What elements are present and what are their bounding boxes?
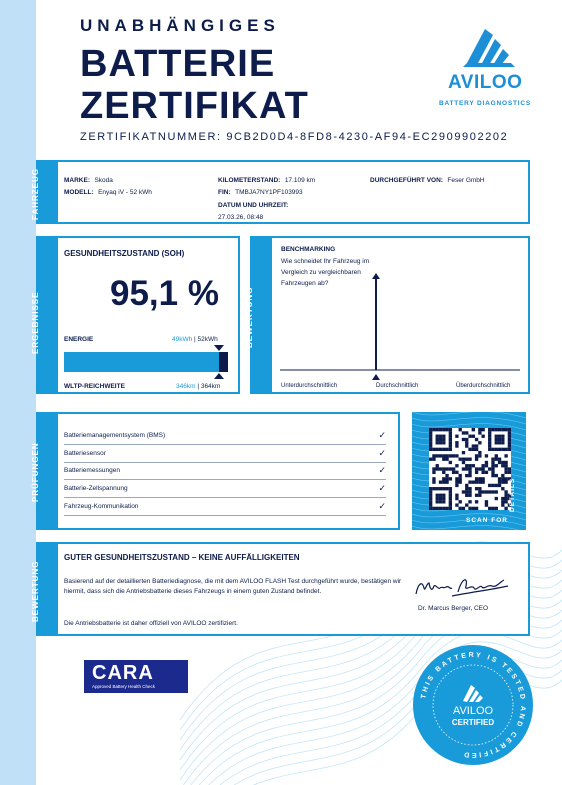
check-item [64, 498, 386, 516]
checkmark-icon: ✓ [378, 430, 386, 440]
benchmark-section-label: BEWERTUNG [245, 286, 254, 348]
qr-scan-label: SCAN FOR [466, 517, 508, 524]
soh-value: 95,1 % [110, 274, 219, 313]
cara-badge [84, 660, 188, 693]
energy-values [172, 336, 218, 343]
range-values [176, 383, 220, 390]
check-item-label: Batteriemessungen [64, 467, 121, 474]
energy-bar-fill [64, 352, 219, 372]
energy-value: 49kWh [172, 336, 193, 343]
qr-code-icon[interactable] [429, 428, 511, 510]
vehicle-section-label: FAHRZEUG [31, 168, 40, 220]
brand-name: AVILOO [448, 72, 523, 93]
benchmark-marker-bottom-icon [372, 374, 380, 380]
performed-by-value: Feser GmbH [447, 177, 485, 184]
seal-brand: AVILOO [452, 705, 494, 717]
benchmark-title: BENCHMARKING [281, 246, 336, 253]
energy-max: | 52kWh [194, 336, 218, 343]
energy-marker-top-icon [214, 345, 224, 351]
header-title-line2: ZERTIFIKAT [80, 85, 309, 127]
model-label: MODELL: [64, 189, 94, 196]
cara-subtitle: Approved Battery Health Check [92, 684, 156, 689]
certificate-number: ZERTIFIKATNUMMER: 9CB2D0D4-8FD8-4230-AF94-EC2909902202 [80, 131, 509, 143]
check-item-label: Fahrzeug-Kommunikation [64, 503, 139, 510]
mileage-label: KILOMETERSTAND: [218, 177, 281, 184]
check-item [64, 445, 386, 463]
benchmark-side-bar [245, 236, 270, 394]
date-value: 27.03.26, 08:48 [218, 214, 264, 221]
check-item-label: Batteriesensor [64, 450, 106, 457]
vin-label: FIN: [218, 189, 231, 196]
benchmark-axis-mid: Durchschnittlich [376, 383, 419, 389]
signer-name: Dr. Marcus Berger, CEO [418, 605, 489, 612]
left-stripe [0, 0, 36, 785]
make-label: MARKE: [64, 177, 90, 184]
check-item-label: Batterie-Zellspannung [64, 485, 128, 492]
evaluation-certified-text: Die Antriebsbatterie ist daher offiziell von AVILOO zertifiziert. [64, 620, 238, 627]
benchmark-axis-high: Überdurchschnittlich [456, 383, 511, 389]
check-item-label: Batteriemanagementsystem (BMS) [64, 432, 166, 439]
certified-seal-icon [411, 643, 535, 767]
evaluation-side-bar [31, 542, 56, 636]
mileage-value: 17.109 km [284, 177, 316, 184]
qr-panel[interactable] [412, 412, 526, 530]
header-kicker: UNABHÄNGIGES [80, 16, 280, 35]
energy-marker-bottom-icon [214, 373, 224, 379]
benchmark-axis-low: Unterdurchschnittlich [281, 383, 338, 389]
benchmark-bell-curve [280, 266, 520, 376]
results-section-label: ERGEBNISSE [31, 291, 40, 354]
brand-tagline: BATTERY DIAGNOSTICS [439, 100, 532, 107]
header-title-line1: BATTERIE [80, 43, 276, 85]
check-item [64, 427, 386, 445]
signature-icon [412, 574, 512, 602]
energy-label: ENERGIE [64, 336, 94, 343]
range-value: 346km [176, 383, 196, 390]
benchmark-question: Wie schneidet Ihr Fahrzeug im Vergleich zu vergleichbaren Fahrzeugen ab? [281, 258, 370, 287]
model-row [64, 181, 152, 199]
checkmark-icon: ✓ [378, 448, 386, 458]
seal-certified: CERTIFIED [451, 718, 495, 727]
soh-title: GESUNDHEITSZUSTAND (SOH) [64, 249, 185, 258]
checks-section-label: PRÜFUNGEN [31, 442, 40, 502]
evaluation-text: Basierend auf der detaillierten Batteriediagnose, die mit dem AVILOO FLASH Test durchgeführt wurde, bestätigen wir hiermit, dass sich die Antriebsbatterie dieses Fahrzeugs in einem guten Zustand befindet. [64, 578, 402, 595]
check-item [64, 480, 386, 498]
range-max: | 364km [197, 383, 221, 390]
evaluation-title: GUTER GESUNDHEITSZUSTAND – KEINE AUFFÄLLIGKEITEN [64, 553, 300, 562]
checkmark-icon: ✓ [378, 501, 386, 511]
qr-details-label: DETAILS [509, 477, 516, 512]
performed-by-row [370, 169, 485, 187]
checkmark-icon: ✓ [378, 483, 386, 493]
results-side-bar [31, 236, 56, 394]
seal-ring-text: THIS BATTERY IS TESTED AND CERTIFIED [420, 651, 527, 759]
vehicle-side-bar [31, 160, 56, 224]
date-row [218, 206, 263, 224]
energy-bar [64, 352, 228, 372]
benchmark-marker-top-icon [372, 273, 380, 279]
check-item [64, 462, 386, 480]
checkmark-icon: ✓ [378, 465, 386, 475]
cara-logo-text: CARA [92, 662, 154, 684]
model-value: Enyaq iV - 52 kWh [98, 189, 152, 196]
performed-by-label: DURCHGEFÜHRT VON: [370, 177, 443, 184]
evaluation-section-label: BEWERTUNG [31, 560, 40, 622]
make-value: Skoda [94, 177, 113, 184]
range-label: WLTP-REICHWEITE [64, 383, 125, 390]
vin-value: TMBJA7NY1PF103993 [235, 189, 303, 196]
date-label-text: DATUM UND UHRZEIT: [218, 202, 289, 209]
checks-side-bar [31, 412, 56, 530]
